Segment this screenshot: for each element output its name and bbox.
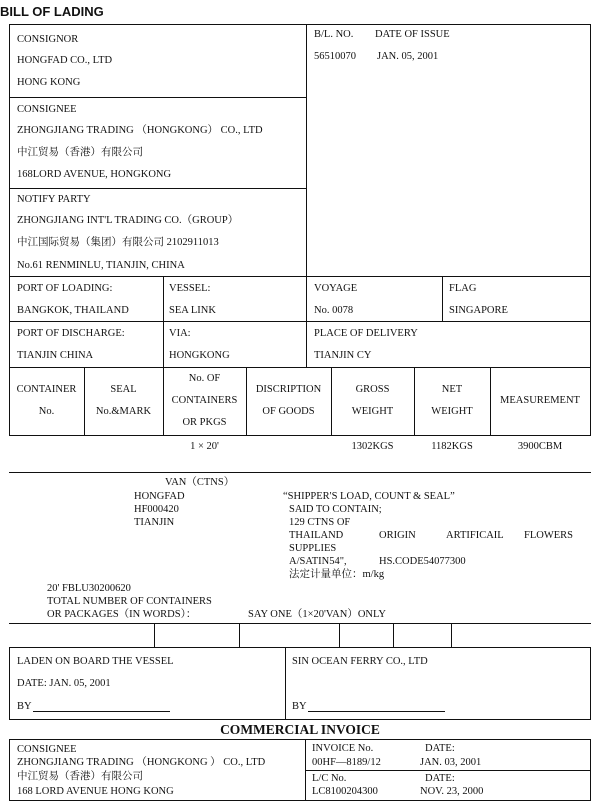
value-measurement: 3900CBM <box>517 441 563 452</box>
invoice-consignee-line2: 中江贸易（香港）有限公司 <box>17 771 143 782</box>
invoice-top <box>9 739 591 740</box>
bl-no-label: B/L. NO. <box>314 29 354 40</box>
col-seal-2: No.&MARK <box>95 406 152 417</box>
notify-line1: ZHONGJIANG INT'L TRADING CO.（GROUP） <box>17 215 239 226</box>
band-div-1 <box>154 623 155 647</box>
desc-word-artificail: ARTIFICAIL <box>446 530 504 541</box>
line-band-bottom <box>9 647 591 648</box>
line-consignor <box>9 97 306 98</box>
desc-line5: SUPPLIES <box>289 543 337 554</box>
invoice-date-label: DATE: <box>425 743 455 754</box>
port-loading-value: BANGKOK, THAILAND <box>17 305 129 316</box>
container-line2: TOTAL NUMBER OF CONTAINERS <box>47 596 212 607</box>
col-div-3 <box>246 367 247 435</box>
col-div-1 <box>84 367 85 435</box>
carrier-by-label: BY <box>292 701 307 712</box>
band-div-2 <box>239 623 240 647</box>
consignee-label: CONSIGNEE <box>17 104 77 115</box>
notify-line2: 中江国际贸易（集团）有限公司 2102911013 <box>17 237 219 248</box>
laden-by-label: BY <box>17 701 32 712</box>
invoice-bottom <box>9 800 591 801</box>
marks-line1: HONGFAD <box>134 491 185 502</box>
via-label: VIA: <box>169 328 191 339</box>
invoice-no-label: INVOICE No. <box>312 743 374 754</box>
invoice-no-value: 00HF—8189/12 <box>312 757 381 768</box>
col-div-5 <box>414 367 415 435</box>
value-pkgs: 1 × 20' <box>190 441 219 452</box>
col-gross-2: WEIGHT <box>351 406 394 417</box>
lc-date-value: NOV. 23, 2000 <box>420 786 484 797</box>
document-title: BILL OF LADING <box>0 4 104 19</box>
line-notify <box>9 276 591 277</box>
place-delivery-value: TIANJIN CY <box>314 350 372 361</box>
col-pkgs-2: CONTAINERS <box>171 395 238 406</box>
port-discharge-label: PORT OF DISCHARGE: <box>17 328 125 339</box>
container-line3: OR PACKAGES（IN WORDS）： <box>47 609 197 620</box>
band-div-5 <box>451 623 452 647</box>
lc-date-label: DATE: <box>425 773 455 784</box>
col-container-2: No. <box>38 406 55 417</box>
laden-date: DATE: JAN. 05, 2001 <box>17 678 111 689</box>
laden-signature-line[interactable] <box>33 711 170 712</box>
bl-no-value: 56510070 <box>314 51 356 62</box>
invoice-consignee-line1: ZHONGJIANG TRADING （HONGKONG ） CO., LTD <box>17 757 266 768</box>
notify-line3: No.61 RENMINLU, TIANJIN, CHINA <box>17 260 185 271</box>
date-of-issue-value: JAN. 05, 2001 <box>377 51 439 62</box>
port-discharge-value: TIANJIN CHINA <box>17 350 94 361</box>
laden-bottom <box>9 719 591 720</box>
line-headers <box>9 435 591 436</box>
col-pkgs-1: No. OF <box>188 373 221 384</box>
col-pkgs-3: OR PKGS <box>182 417 227 428</box>
invoice-consignee-line3: 168 LORD AVENUE HONG KONG <box>17 786 174 797</box>
notify-label: NOTIFY PARTY <box>17 194 91 205</box>
col-desc-1: DISCRIPTION <box>255 384 322 395</box>
line-consignee <box>9 188 306 189</box>
col-div-4 <box>331 367 332 435</box>
desc-line6a: A/SATIN54", <box>289 556 347 567</box>
desc-line2: SAID TO CONTAIN; <box>289 504 382 515</box>
invoice-title: COMMERCIAL INVOICE <box>220 722 380 737</box>
laden-divider <box>285 647 286 719</box>
container-words: SAY ONE（1×20'VAN）ONLY <box>248 609 386 620</box>
marks-van: VAN（CTNS） <box>165 477 235 488</box>
port-loading-label: PORT OF LOADING: <box>17 283 113 294</box>
line-discharge <box>9 367 591 368</box>
voyage-label: VOYAGE <box>314 283 358 294</box>
place-delivery-label: PLACE OF DELIVERY <box>314 328 418 339</box>
consignor-line1: HONGFAD CO., LTD <box>17 55 113 66</box>
lc-no-label: L/C No. <box>312 773 347 784</box>
laden-left <box>9 647 10 719</box>
col-net-1: NET <box>441 384 463 395</box>
value-net: 1182KGS <box>431 441 473 452</box>
col-measurement: MEASUREMENT <box>500 395 580 406</box>
container-line1: 20' FBLU30200620 <box>47 583 131 594</box>
desc-word-origin: ORIGIN <box>379 530 416 541</box>
consignor-label: CONSIGNOR <box>17 34 79 45</box>
col-seal-1: SEAL <box>110 384 137 395</box>
col-container-1: CONTAINER <box>16 384 77 395</box>
carrier-name: SIN OCEAN FERRY CO., LTD <box>292 656 428 667</box>
band-div-3 <box>339 623 340 647</box>
vessel-value: SEA LINK <box>169 305 216 316</box>
consignee-line2: 中江贸易（香港）有限公司 <box>17 147 143 158</box>
band-div-4 <box>393 623 394 647</box>
invoice-left <box>9 739 10 800</box>
consignor-line2: HONG KONG <box>17 77 81 88</box>
border-right <box>590 24 591 435</box>
carrier-signature-line[interactable] <box>308 711 445 712</box>
divider-main <box>306 24 307 367</box>
line-band-top <box>9 623 591 624</box>
desc-word-thailand: THAILAND <box>289 530 344 541</box>
invoice-date-value: JAN. 03, 2001 <box>420 757 482 768</box>
flag-label: FLAG <box>449 283 477 294</box>
voyage-value: No. 0078 <box>314 305 354 316</box>
lc-no-value: LC8100204300 <box>312 786 378 797</box>
desc-line6b: HS.CODE54077300 <box>379 556 466 567</box>
invoice-consignee-label: CONSIGNEE <box>17 744 77 755</box>
desc-word-flowers: FLOWERS <box>524 530 574 541</box>
line-values <box>9 472 591 473</box>
desc-line1: “SHIPPER'S LOAD, COUNT & SEAL” <box>283 491 455 502</box>
laden-right <box>590 647 591 719</box>
via-value: HONGKONG <box>169 350 230 361</box>
invoice-mid <box>305 770 591 771</box>
col-net-2: WEIGHT <box>431 406 473 417</box>
marks-line3: TIANJIN <box>134 517 175 528</box>
desc-line7: 法定计量单位：m/kg <box>289 569 385 580</box>
border-top <box>9 24 591 25</box>
consignee-line1: ZHONGJIANG TRADING （HONGKONG） CO., LTD <box>17 125 263 136</box>
desc-line3: 129 CTNS OF <box>289 517 351 528</box>
consignee-line3: 168LORD AVENUE, HONGKONG <box>17 169 172 180</box>
col-gross-1: GROSS <box>355 384 390 395</box>
divider-flag <box>442 276 443 321</box>
marks-line2: HF000420 <box>134 504 179 515</box>
laden-label: LADEN ON BOARD THE VESSEL <box>17 656 174 667</box>
border-left <box>9 24 10 435</box>
date-of-issue-label: DATE OF ISSUE <box>375 29 450 40</box>
line-ports <box>9 321 591 322</box>
col-desc-2: OF GOODS <box>262 406 315 417</box>
flag-value: SINGAPORE <box>449 305 508 316</box>
vessel-label: VESSEL: <box>169 283 211 294</box>
value-gross: 1302KGS <box>351 441 394 452</box>
